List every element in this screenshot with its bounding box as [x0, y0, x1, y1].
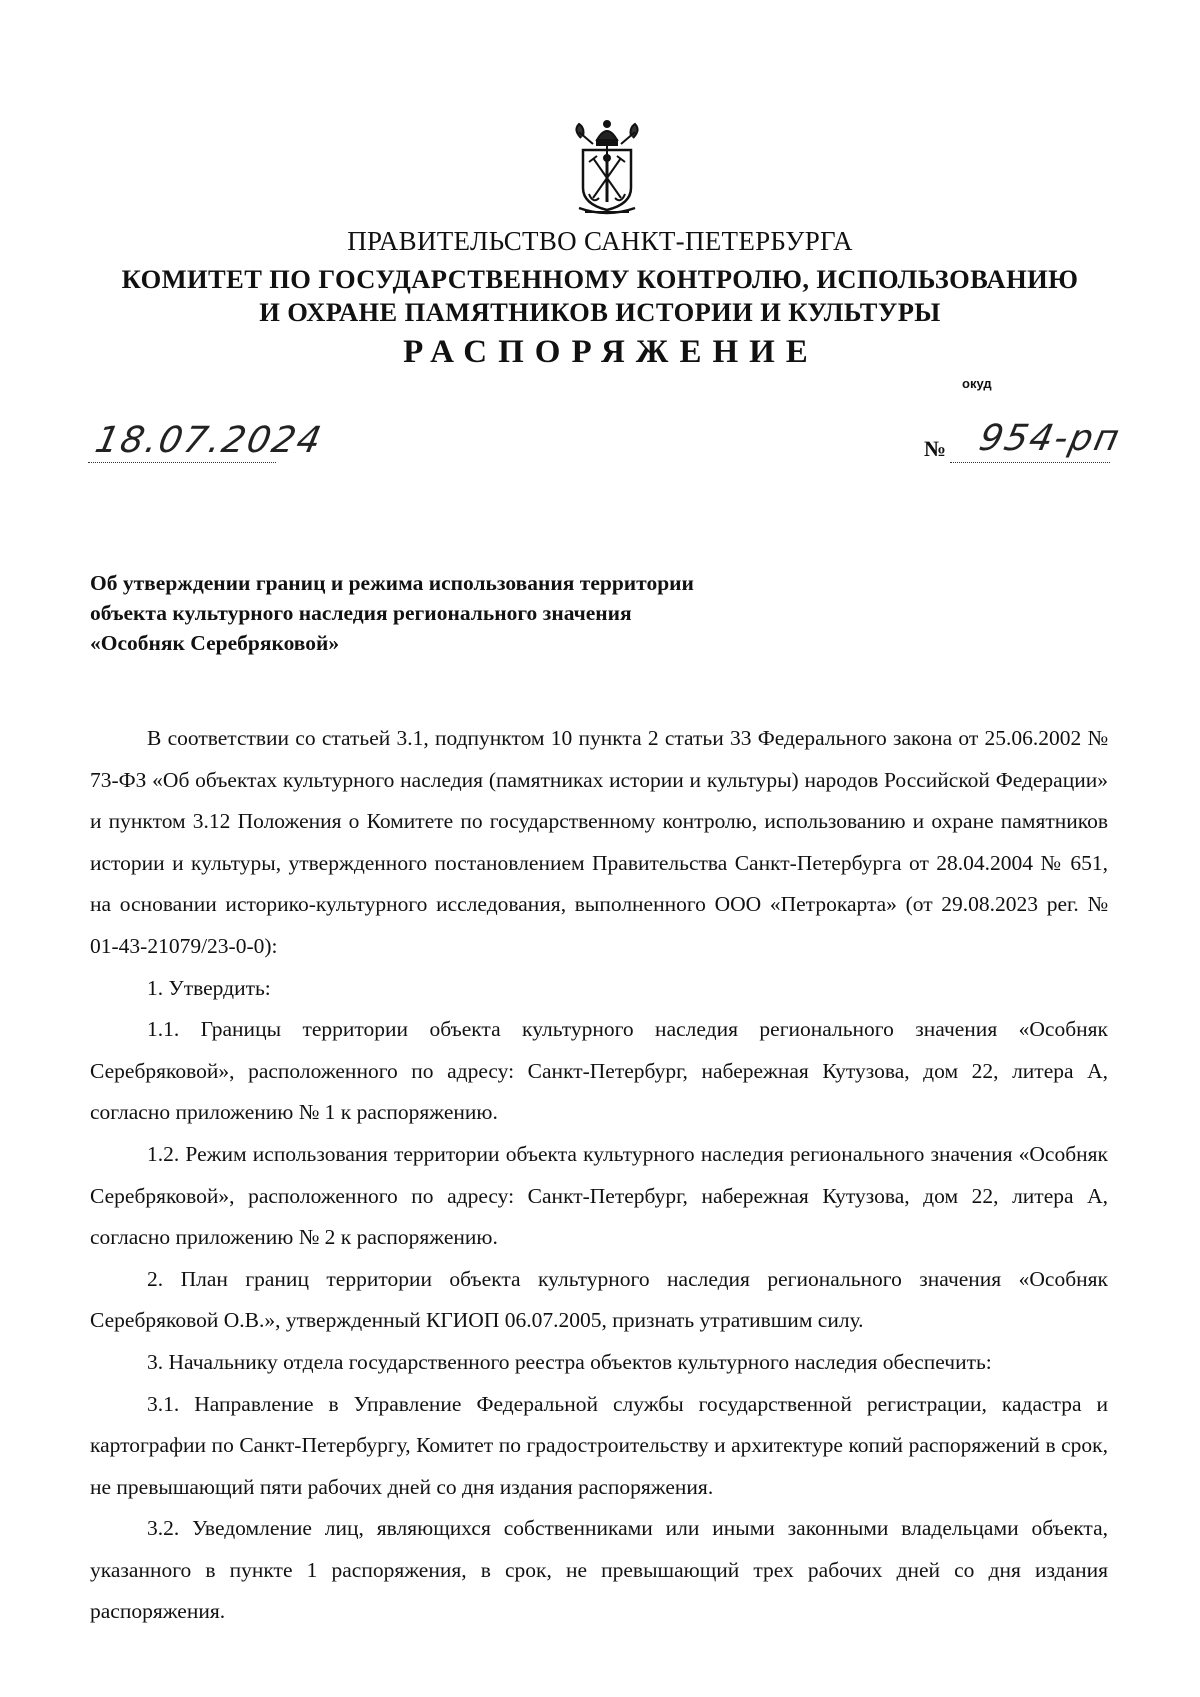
document-date: 18.07.2024 — [91, 420, 327, 461]
date-underline — [88, 462, 276, 463]
okud-label: окуд — [962, 376, 992, 391]
body-paragraph-preamble: В соответствии со статьей 3.1, подпунктом 10 пункта 2 статьи 33 Федерального закона от 25.06.2002 № 73-ФЗ «Об объектах культурного наследия (памятниках истории и культуры) народов Российской Федерации» и пунктом 3.12 Положения о Комитете по государственному контролю, использованию и охране памятников истории и культуры, утвержденного постановлением Правительства Санкт-Петербурга от 28.04.2004 № 651, на основании историко-культурного исследования, выполненного ООО «Петрокарта» (от 29.08.2023 рег. № 01-43-21079/23-0-0): — [90, 726, 1108, 958]
document-number: 954-рп — [975, 418, 1125, 459]
number-underline — [950, 462, 1110, 463]
body-paragraph-item-1: 1. Утвердить: — [147, 975, 271, 1000]
body-paragraph-item-3: 3. Начальнику отдела государственного реестра объектов культурного наследия обеспечить: — [147, 1349, 992, 1374]
body-paragraph-item-3-2: 3.2. Уведомление лиц, являющихся собственниками или иными законными владельцами объекта, указанного в пункте 1 распоряжения, в срок, не превышающий трех рабочих дней со дня издания распоряжения. — [90, 1516, 1108, 1624]
body-paragraph-item-1-1: 1.1. Границы территории объекта культурного наследия регионального значения «Особняк Серебряковой», расположенного по адресу: Санкт-Петербург, набережная Кутузова, дом 22, литера А, согласно приложению № 1 к распоряжению. — [90, 1017, 1108, 1125]
document-subject — [90, 568, 694, 658]
subject-line-3: «Особняк Серебряковой» — [90, 631, 340, 655]
body-paragraph-item-1-2: 1.2. Режим использования территории объекта культурного наследия регионального значения «Особняк Серебряковой», расположенного по адресу: Санкт-Петербург, набережная Кутузова, дом 22, литера А, согласно приложению № 2 к распоряжению. — [90, 1141, 1108, 1250]
saint-petersburg-coat-of-arms-icon — [569, 118, 645, 216]
committee-title-line-2: И ОХРАНЕ ПАМЯТНИКОВ ИСТОРИИ И КУЛЬТУРЫ — [259, 297, 941, 327]
document-body — [90, 718, 1108, 1633]
government-title: ПРАВИТЕЛЬСТВО САНКТ-ПЕТЕРБУРГА — [347, 226, 853, 256]
committee-title-line-1: КОМИТЕТ ПО ГОСУДАРСТВЕННОМУ КОНТРОЛЮ, ИСПОЛЬЗОВАНИЮ — [121, 264, 1079, 294]
body-paragraph-item-3-1: 3.1. Направление в Управление Федеральной службы государственной регистрации, кадастра и картографии по Санкт-Петербургу, Комитет по градостроительству и архитектуре копий распоряжений в срок, не превышающий пяти рабочих дней со дня издания распоряжения. — [90, 1391, 1108, 1499]
subject-line-2: объекта культурного наследия регионального значения — [90, 601, 632, 625]
document-type-title: РАСПОРЯЖЕНИЕ — [403, 334, 819, 370]
number-sign: № — [924, 436, 947, 461]
body-paragraph-item-2: 2. План границ территории объекта культурного наследия регионального значения «Особняк Серебряковой О.В.», утвержденный КГИОП 06.07.2005, признать утратившим силу. — [90, 1266, 1108, 1333]
subject-line-1: Об утверждении границ и режима использования территории — [90, 571, 694, 595]
